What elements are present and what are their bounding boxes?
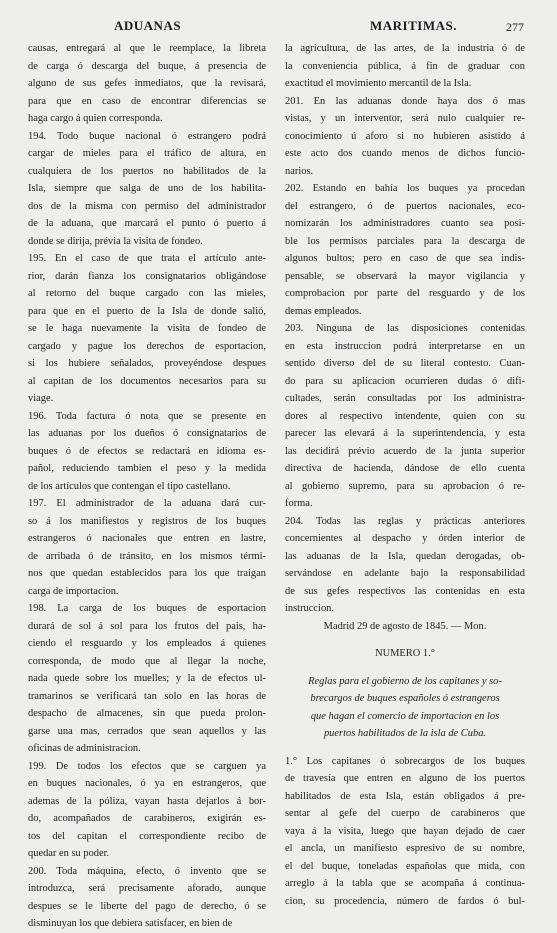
- text-line: en esta instruccion podrá interpretarse en un: [285, 340, 525, 352]
- text-line: al capitan de los documentos necesarios para su: [28, 375, 266, 387]
- text-line: corresponda, de modo que al llegar la noche,: [28, 655, 266, 667]
- text-line: algunos bultos; pero en caso de que sea indis-: [285, 253, 525, 264]
- text-line: cargado y pague los derechos de esportacion,: [28, 340, 266, 352]
- text-line: si los hubiere señalados, proveyéndose despues: [28, 358, 266, 369]
- section-title: [285, 673, 525, 743]
- text-line: 1.° Los capitanes ó sobrecargos de los buques: [285, 755, 525, 767]
- text-line: forma.: [285, 498, 313, 509]
- text-line: para que en caso de encontrar diferencias se: [28, 95, 266, 107]
- text-line: cualquiera de los puertos no habilitados de la: [28, 165, 266, 177]
- text-line: en buques nacionales, ó ya en estrangeros, que: [28, 778, 266, 789]
- text-line: demas empleados.: [285, 305, 362, 317]
- text-line: introduzca, será precisamente aforado, aunque: [28, 883, 266, 894]
- text-line: de carga ó descarga del buque, á presencia de: [28, 60, 266, 72]
- text-line: rior, darán fianza los consignatarios obligándose: [28, 270, 266, 282]
- text-line: nomizarán los administradores cuanto sea posi-: [285, 218, 525, 229]
- text-line: arreglo á la tabla que se acompaña á continua-: [285, 878, 525, 889]
- text-line: ciendo el resguardo y los empleados á quienes: [28, 638, 266, 649]
- text-line: tos del capitan el correspondiente recibo de: [28, 830, 266, 842]
- article-1-text: [285, 753, 525, 911]
- signature-line: Madrid 29 de agosto de 1845. — Mon.: [323, 620, 487, 632]
- text-line: alguno de sus gefes inmediatos, que la revisará,: [28, 78, 266, 89]
- text-line: la agricultura, de las artes, de la industria ó de: [285, 43, 525, 54]
- text-line: vaya á la visita, luego que hayan dejado de caer: [285, 825, 525, 837]
- text-line: habilitados de esta Isla, están obligados á pre-: [285, 790, 525, 802]
- text-line: 197. El administrador de la aduana dará cur-: [28, 498, 266, 509]
- left-column: [28, 40, 266, 933]
- text-line: 196. Toda factura ó nota que se presente en: [28, 410, 266, 422]
- text-line: narios.: [285, 165, 314, 177]
- text-line: pañol, reduciendo tambien el peso y la medida: [28, 463, 266, 474]
- text-line: directiva de hacienda, dándose de ello cuenta: [285, 463, 525, 474]
- text-line: 194. Todo buque nacional ó estrangero podrá: [28, 130, 266, 142]
- text-line: cargar de mieles para el tráfico de altura, en: [28, 148, 266, 159]
- text-line: la conveniencia pública, á fin de graduar con: [285, 60, 525, 72]
- text-line: que hagan el comercio de importacion en los: [310, 710, 500, 722]
- text-line: de sus gefes respectivos las contenidas en esta: [285, 585, 525, 597]
- text-line: de los artículos que contengan el tipo castellano.: [28, 480, 231, 492]
- text-line: conocimiento ú aforo si no hubieren asistido á: [285, 130, 525, 142]
- text-line: 202. Estando en bahía los buques ya procedan: [285, 183, 525, 194]
- text-line: carga de importacion.: [28, 585, 119, 597]
- text-line: de travesía que entren en alguno de los puertos: [285, 773, 525, 784]
- text-line: estrangeros ó nacionales que entren en lastre,: [28, 533, 266, 544]
- text-line: tramarinos se verificará tan solo en las horas de: [28, 690, 266, 702]
- text-line: se le haga nuevamente la visita de fondeo de: [28, 323, 266, 334]
- text-line: 201. En las aduanas donde haya dos ó mas: [285, 95, 525, 107]
- text-line: nos que quedan establecidos para los que traigan: [28, 568, 266, 579]
- text-line: las aduanas de la Isla, quedan derogadas, ob-: [285, 550, 525, 562]
- text-line: disminuyan los que debiera satisfacer, en bien de: [28, 918, 233, 929]
- text-line: exactitud el movimiento mercantil de la Isla.: [285, 78, 472, 89]
- text-line: Reglas para el gobierno de los capitanes y so-: [308, 675, 502, 687]
- text-line: 203. Ninguna de las disposiciones contenidas: [285, 323, 525, 334]
- text-line: 200. Toda máquina, efecto, ó invento que se: [28, 865, 266, 877]
- text-line: servándose en adelante bajo la responsabilidad: [285, 568, 525, 579]
- text-line: vistas, y un interventor, será nulo cualquier re-: [285, 113, 525, 124]
- text-line: 195. En el caso de que trata el artículo ante-: [28, 253, 266, 264]
- text-line: causas, entregará al que le reemplace, la libreta: [28, 43, 266, 54]
- text-line: Isla, siempre que salga de uno de los habilita-: [28, 183, 266, 194]
- text-line: durará de sol á sol para los frutos del pais, ha-: [28, 620, 266, 632]
- header-left: ADUANAS: [114, 18, 182, 33]
- text-line: de la aduana, que marcará el punto ó puerto á: [28, 218, 266, 229]
- right-column: [285, 40, 525, 910]
- text-line: puertos habilitados de la isla de Cuba.: [323, 728, 487, 739]
- text-line: al gobierno supremo, para su aprobacion ó re-: [285, 480, 525, 492]
- text-line: sentido diverso del de su literal contesto. Cuan-: [285, 358, 525, 369]
- text-line: oficinas de administracion.: [28, 743, 141, 754]
- header-right: MARITIMAS.: [370, 18, 457, 33]
- text-line: 199. De todos los efectos que se carguen ya: [28, 760, 266, 772]
- text-line: el del buque, toneladas españolas que mida, con: [285, 860, 525, 872]
- page-number: 277: [506, 20, 524, 34]
- text-line: ademas de la póliza, vayan hasta dejarlos á bor-: [28, 795, 266, 807]
- text-line: viage.: [28, 393, 54, 404]
- text-line: las aduanas por los dueños ó consignatarios de: [28, 428, 266, 439]
- text-line: concernientes al despacho y órden interior de: [285, 533, 525, 544]
- text-line: dores al respectivo intendente, quien con su: [285, 410, 525, 422]
- text-line: quedar en su poder.: [28, 848, 110, 859]
- text-line: al retorno del buque cargado con las mieles,: [28, 288, 266, 299]
- running-header: [0, 18, 557, 40]
- text-line: instruccion.: [285, 603, 334, 614]
- text-line: 204. Todas las reglas y prácticas anteriores: [285, 515, 525, 527]
- text-line: do, acompañados de carabineros, exigirán es-: [28, 813, 266, 824]
- text-line: este acto dos cuando menos de dichos funcio-: [285, 148, 525, 159]
- text-line: brecargos de buques españoles ó estrangeros: [310, 693, 500, 704]
- text-line: donde se dirija, prévia la visita de fondeo.: [28, 235, 203, 247]
- text-line: sentar al gefe del cuerpo de carabineros que: [285, 808, 525, 819]
- text-line: cion, su procedencia, número de fardos ó bul-: [285, 895, 525, 907]
- text-line: de arribada ó de tránsito, en los mismos térmi-: [28, 550, 266, 562]
- text-line: ble los permisos parciales para la descarga de: [285, 235, 525, 247]
- text-line: las decidirá prévio acuerdo de la junta superior: [285, 445, 525, 457]
- text-line: parecer las elevará á la superintendencia, y esta: [285, 428, 525, 439]
- text-line: cultades, serán consultadas por los administra-: [285, 393, 525, 404]
- right-column-text: [285, 40, 525, 618]
- section-heading: NUMERO 1.°: [375, 648, 435, 659]
- text-line: so á los manifiestos y registros de los buques: [28, 515, 266, 527]
- text-line: buques ó de efectos se redactará en idioma es-: [28, 445, 266, 457]
- text-line: pensable, se observará la mayor vigilancia y: [285, 270, 525, 282]
- text-line: del estrangero, ó de puertos nacionales, eco-: [285, 200, 525, 212]
- text-line: despues se le liberte del pago de derecho, ó se: [28, 900, 266, 912]
- text-line: haga cargo á quien corresponda.: [28, 113, 163, 124]
- text-line: garse una mas, cerrados que sean aquellos y las: [28, 725, 266, 737]
- text-line: dos de la misma con permiso del administrador: [28, 200, 266, 212]
- text-line: despacho de almacenes, sin que pueda prolon-: [28, 708, 266, 719]
- text-line: el ancla, un manifiesto espresivo de su nombre,: [285, 843, 525, 854]
- text-line: do para su aplicacion ocurrieren dudas ó difi-: [285, 375, 525, 387]
- text-line: para que en el puerto de la Isla de donde salió,: [28, 305, 266, 317]
- text-line: comprobacion por parte del resguardo y de los: [285, 288, 525, 299]
- text-line: 198. La carga de los buques de esportacion: [28, 603, 266, 614]
- text-line: nada quede sobre los muelles; y la de efectos ul-: [28, 673, 266, 684]
